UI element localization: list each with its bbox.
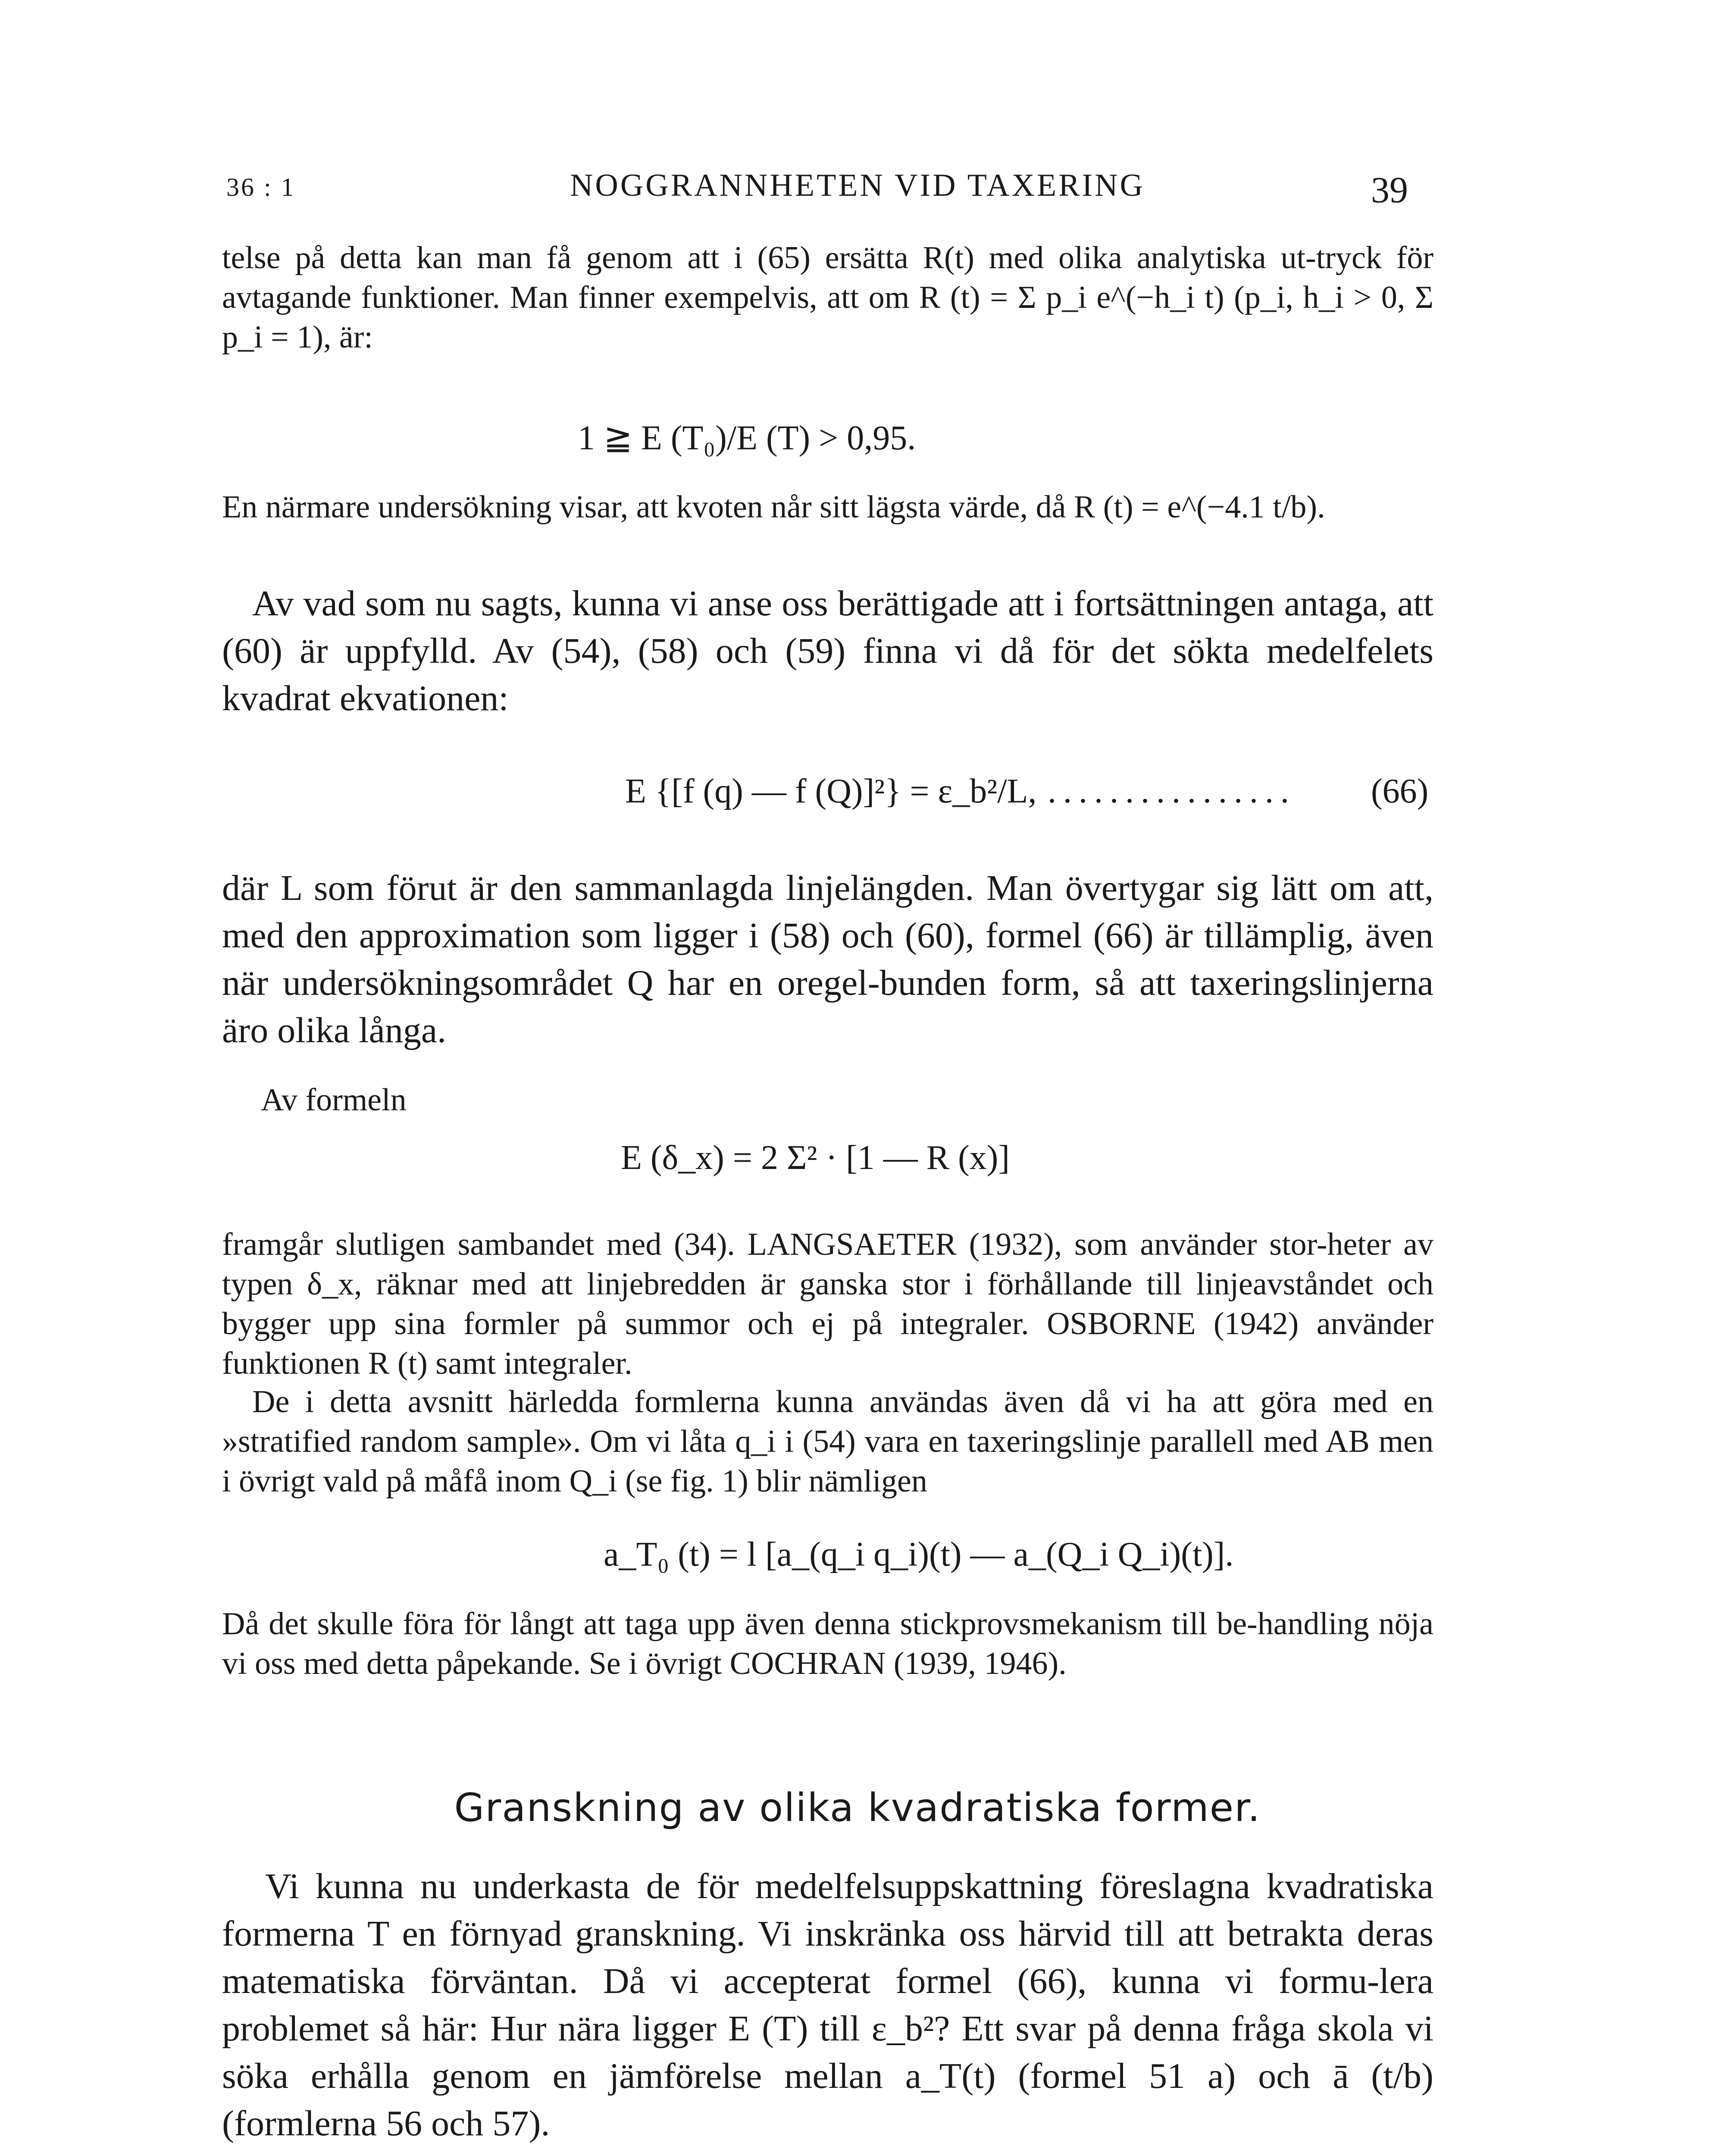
equation-66-number: (66) xyxy=(1371,772,1429,810)
paragraph-3: Av vad som nu sagts, kunna vi anse oss berättigade att i fortsättningen antaga, att (60) är uppfylld. Av (54), (58) och (59) finna vi då för det sökta medelfelets kvadrat ekvationen: xyxy=(222,583,1433,718)
paragraph-5-lead: Av formeln xyxy=(261,1082,407,1118)
equation-ratio-bound: 1 ≧ E (T₀)/E (T) > 0,95. xyxy=(578,419,916,457)
paragraph-4: där L som förut är den sammanlagda linjelängden. Man övertygar sig lätt om att, med den approximation som ligger i (58) och (60), formel (66) är tillämplig, även när undersökningsområdet Q har en oregel-bunden form, så att taxeringslinjerna äro olika långa. xyxy=(222,868,1433,1050)
paragraph-2: En närmare undersökning visar, att kvoten når sitt lägsta värde, då R (t) = e^(−4.1 t/b). xyxy=(222,489,1325,525)
paragraph-6: framgår slutligen sambandet med (34). LANGSAETER (1932), som använder stor-heter av typen δ_x, räknar med att linjebredden är ganska stor i förhållande till linjeavståndet och bygger upp sina formler på summor och ej på integraler. OSBORNE (1942) använder funktionen R (t) samt integraler. xyxy=(222,1227,1433,1381)
section-heading: Granskning av olika kvadratiska former. xyxy=(454,1785,1261,1830)
paragraph-8: Då det skulle föra för långt att taga upp även denna stickprovsmekanism till be-handling nöja vi oss med detta påpekande. Se i övrigt COCHRAN (1939, 1946). xyxy=(222,1606,1433,1681)
paragraph-7: De i detta avsnitt härledda formlerna kunna användas även då vi ha att göra med en »stratified random sample». Om vi låta q_i i (54) vara en taxeringslinje parallell med AB men i övrigt vald på måfå inom Q_i (se fig. 1) blir nämligen xyxy=(222,1384,1433,1499)
leader-dots: ................ xyxy=(1048,772,1296,810)
paragraph-1: telse på detta kan man få genom att i (65) ersätta R(t) med olika analytiska ut-tryck för avtagande funktioner. Man finner exempelvis, att om R (t) = Σ p_i e^(−h_i t) (p_i, h_i > 0, Σ p_i = 1), är: xyxy=(222,240,1433,355)
page-number: 39 xyxy=(1371,169,1408,210)
equation-expected-delta: E (δ_x) = 2 Σ² · [1 — R (x)] xyxy=(621,1139,1010,1177)
running-title: NOGGRANNHETEN VID TAXERING xyxy=(570,168,1145,203)
header-page-ref: 36 : 1 xyxy=(226,173,296,201)
equation-66: E {[f (q) — f (Q)]²} = ε_b²/L, xyxy=(625,772,1037,810)
equation-stratified: a_T₀ (t) = l [a_(q_i q_i)(t) — a_(Q_i Q_i)(t)]. xyxy=(604,1536,1234,1573)
paragraph-9: Vi kunna nu underkasta de för medelfelsuppskattning föreslagna kvadratiska formerna T en förnyad granskning. Vi inskränka oss härvid till att betrakta deras matematiska förväntan. Då vi accepterat formel (66), kunna vi formu-lera problemet så här: Hur nära ligger E (T) till ε_b²? Ett svar på denna fråga skola vi söka erhålla genom en jämförelse mellan a_T(t) (formel 51 a) och ā (t/b) (formlerna 56 och 57). xyxy=(222,1866,1433,2143)
